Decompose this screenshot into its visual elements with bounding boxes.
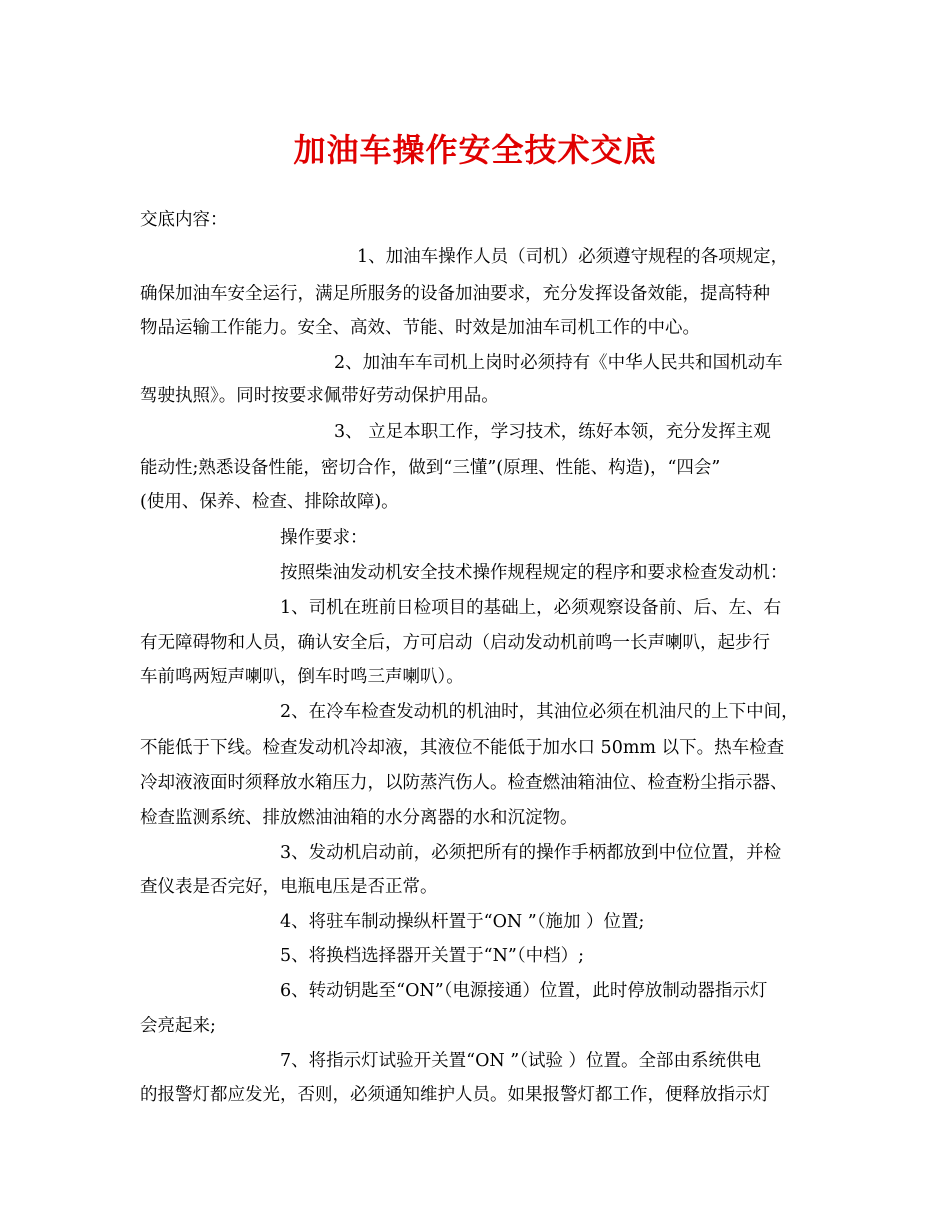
section-label-requirements: 操作要求：	[280, 528, 368, 548]
paragraph-line: 2、加油车车司机上岗时必须持有《中华人民共和国机动车	[334, 353, 783, 373]
paragraph-line: 1、加油车操作人员（司机）必须遵守规程的各项规定，	[357, 247, 789, 267]
paragraph-line: 3、发动机启动前，必须把所有的操作手柄都放到中位位置，并检	[280, 843, 782, 863]
paragraph-line: 检查监测系统、排放燃油油箱的水分离器的水和沉淀物。	[140, 808, 578, 828]
paragraph-line: 能动性;熟悉设备性能，密切合作，做到“三懂”(原理、性能、构造)，“四会”	[140, 458, 721, 478]
paragraph-line: (使用、保养、检查、排除故障)。	[140, 492, 399, 512]
paragraph-line: 5、将换档选择器开关置于“N”（中档）;	[280, 946, 584, 966]
paragraph-line: 物品运输工作能力。安全、高效、节能、时效是加油车司机工作的中心。	[140, 318, 700, 338]
paragraph-line: 1、司机在班前日检项目的基础上，必须观察设备前、后、左、右	[280, 598, 782, 618]
paragraph-line: 按照柴油发动机安全技术操作规程规定的程序和要求检查发动机：	[280, 563, 788, 583]
paragraph-line: 驾驶执照》。同时按要求佩带好劳动保护用品。	[140, 386, 499, 406]
paragraph-line: 有无障碍物和人员，确认安全后，方可启动（启动发动机前鸣一长声喇叭，起步行	[140, 633, 770, 653]
section-label-content: 交底内容：	[140, 210, 228, 230]
document-title: 加油车操作安全技术交底	[293, 131, 657, 169]
paragraph-line: 7、将指示灯试验开关置“ON ”（试验 ）位置。全部由系统供电	[280, 1051, 762, 1071]
paragraph-line: 确保加油车安全运行，满足所服务的设备加油要求，充分发挥设备效能，提高特种	[140, 284, 770, 304]
paragraph-line: 3、 立足本职工作，学习技术，练好本领，充分发挥主观	[334, 422, 771, 442]
paragraph-line: 的报警灯都应发光，否则，必须通知维护人员。如果报警灯都工作，便释放指示灯	[140, 1085, 770, 1105]
paragraph-line: 不能低于下线。检查发动机冷却液，其液位不能低于加水口 50mm 以下。热车检查	[140, 738, 785, 758]
paragraph-line: 车前鸣两短声喇叭，倒车时鸣三声喇叭）。	[140, 667, 464, 687]
paragraph-line: 查仪表是否完好，电瓶电压是否正常。	[140, 877, 438, 897]
paragraph-line: 4、将驻车制动操纵杆置于“ON ”（施加 ）位置;	[280, 912, 645, 932]
paragraph-line: 2、在冷车检查发动机的机油时，其油位必须在机油尺的上下中间，	[280, 702, 799, 722]
paragraph-line: 会亮起来;	[140, 1016, 216, 1036]
paragraph-line: 冷却液液面时须释放水箱压力，以防蒸汽伤人。检查燃油箱油位、检查粉尘指示器、	[140, 773, 788, 793]
paragraph-line: 6、转动钥匙至“ON”（电源接通）位置，此时停放制动器指示灯	[280, 981, 768, 1001]
